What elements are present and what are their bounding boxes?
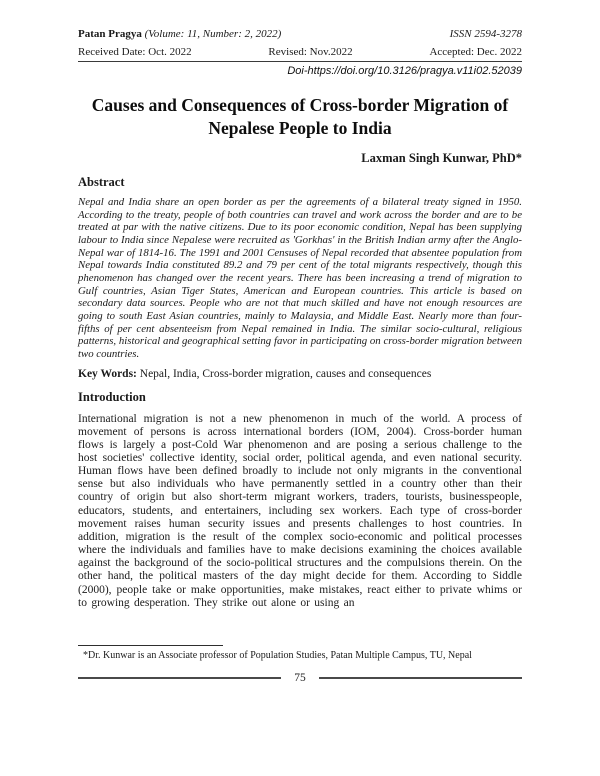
journal-issue: (Volume: 11, Number: 2, 2022)	[141, 28, 282, 40]
footnote-block	[78, 645, 522, 661]
page-footer	[78, 672, 522, 684]
revised-date: Revised: Nov.2022	[268, 46, 353, 58]
journal-title-line	[78, 28, 281, 40]
page-title: Causes and Consequences of Cross-border Migration of Nepalese People to India	[91, 95, 509, 138]
issn-label: ISSN 2594-3278	[449, 28, 522, 40]
footer-rule-left	[78, 677, 281, 679]
accepted-date: Accepted: Dec. 2022	[429, 46, 522, 58]
footer-rule-right	[319, 677, 522, 679]
keywords-label: Key Words:	[78, 367, 137, 380]
author-byline: Laxman Singh Kunwar, PhD*	[361, 151, 522, 165]
journal-header	[78, 28, 522, 40]
doi-link: Doi-https://doi.org/10.3126/pragya.v11i02.52039	[287, 65, 522, 77]
abstract-text: Nepal and India share an open border as per the agreements of a bilateral treaty signed in 1950. According to the treaty, people of both countries can travel and work across the border and are to be treated at par with the native citizens. Due to its poor economic condition, Nepal has been supplying labour to India since Nepalese were recruited as 'Gorkhas' in the British Indian army after the Anglo-Nepal war of 1814-16. The 1991 and 2001 Censuses of Nepal recorded that absentee population from Nepal towards India constituted 89.2 and 79 per cent of the total migrants respectively, though this phenomenon has changed over the recent years. There has been increasing a trend of migration to Gulf countries, Asian Tiger States, American and European countries. This article is based on secondary data sources. People who are not that much skilled and have not enough resources are going to south East Asian countries, mainly to Malaysia, and Middle East. Nearly more than four-fifths of per cent absenteeism from Nepal remained in India. The similar socio-cultural, religious patterns, historical and geographical setting favor in participating on cross-border migration between two countries.	[78, 196, 522, 360]
page-number: 75	[294, 671, 306, 684]
introduction-text: International migration is not a new phenomenon in much of the world. A process of movement of persons is across international borders (IOM, 2004). Cross-border human flows is largely a post-Cold War phenomenon and are posing a serious challenge to the host societies' collective identity, social order, political agenda, and even national security. Human flows have been defined broadly to include not only migrants in the conventional sense but also individuals who have permanently settled in a country other than their country of origin but also short-term migrant workers, traders, tourists, businesspeople, educators, students, and entertainers, including sex workers. Each type of cross-border movement raises human security issues and presents challenges to host countries. In addition, migration is the result of the complex socio-economic and political processes where the individuals and families have to make decisions examining the choices available against the background of the socio-political structures and the compulsions therein. On the other hand, the political masters of the day might decide for them. According to Siddle (2000), people take or make opportunities, make mistakes, react either to private whims or to growing desperation. They strike out alone or using an	[78, 412, 522, 609]
abstract-heading: Abstract	[78, 175, 125, 189]
journal-name: Patan Pragya	[78, 28, 142, 40]
keywords-text: Nepal, India, Cross-border migration, causes and consequences	[136, 367, 432, 380]
received-date: Received Date: Oct. 2022	[78, 46, 192, 58]
footnote-rule	[78, 645, 223, 646]
footnote-text: *Dr. Kunwar is an Associate professor of Population Studies, Patan Multiple Campus, TU, Nepal	[83, 649, 472, 661]
keywords-line	[78, 368, 522, 380]
introduction-heading: Introduction	[78, 389, 146, 404]
dates-row	[78, 46, 522, 62]
